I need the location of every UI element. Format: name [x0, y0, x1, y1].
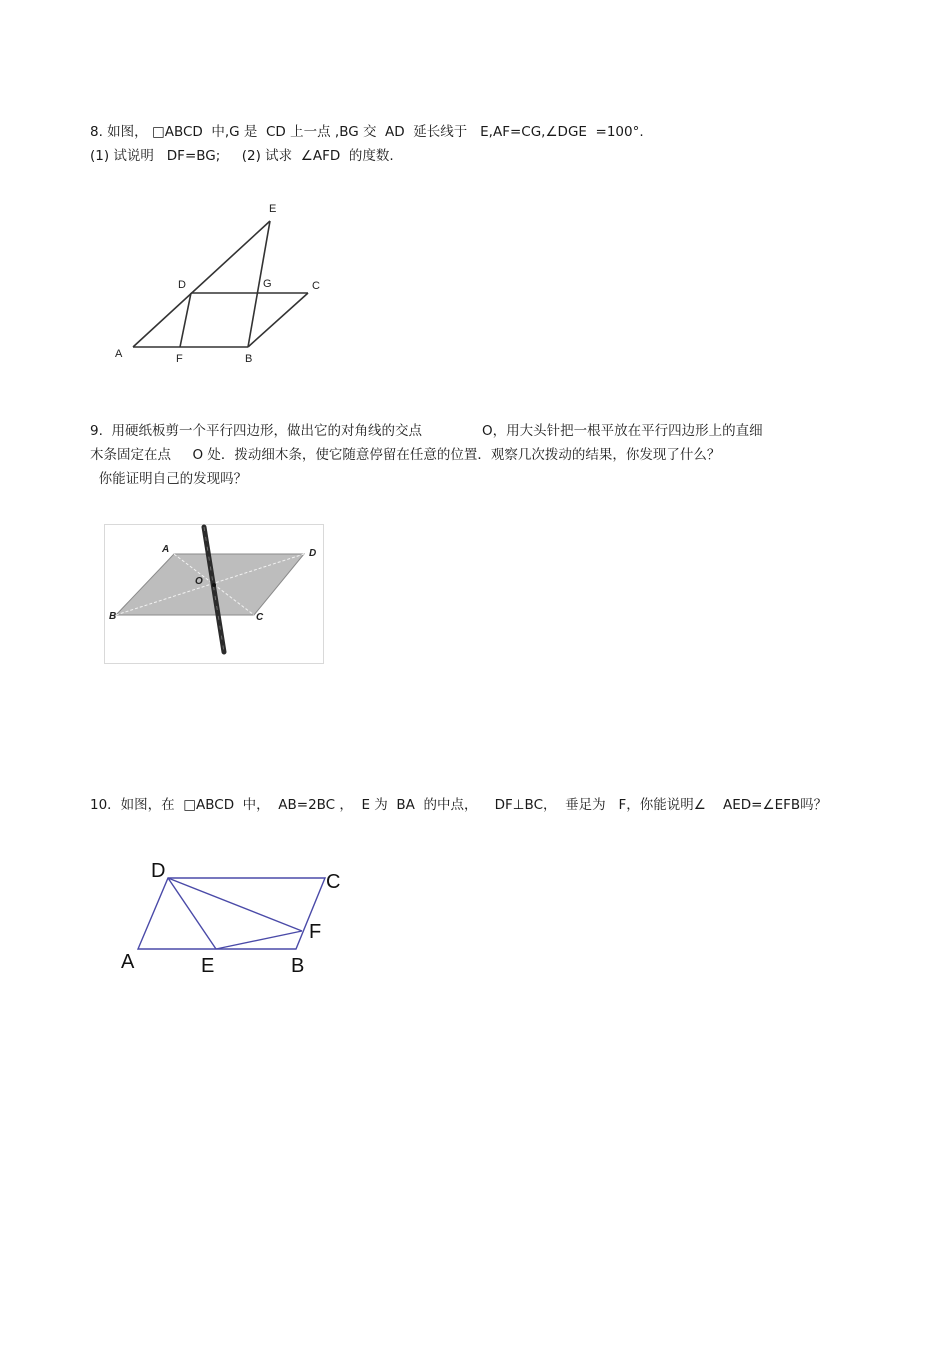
q8-segment-bc	[248, 293, 308, 347]
q10-label-e: E	[201, 955, 215, 977]
q9-label-b: B	[109, 611, 117, 622]
q9-label-a: A	[162, 544, 170, 555]
q10-figure	[115, 855, 355, 985]
q8-label-c: C	[312, 280, 320, 292]
q9-pin	[212, 583, 216, 587]
q8-text-line1: 8. 如图， □ABCD 中,G 是 CD 上一点 ,BG 交 AD 延长线于 E,AF=CG,∠DGE =100°.	[90, 124, 644, 140]
q8-label-b: B	[245, 353, 253, 365]
q9-label-c: C	[256, 612, 264, 623]
q10-parallelogram	[138, 878, 325, 949]
q9-text-line2: 木条固定在点 O 处．拨动细木条，使它随意停留在任意的位置．观察几次拨动的结果，你发现了什么？	[90, 447, 721, 463]
q10-segment-ef	[216, 931, 302, 949]
q9-label-d: D	[309, 548, 317, 559]
q10-segment-df	[168, 878, 302, 931]
q8-label-a: A	[115, 348, 123, 360]
q8-segment-ae	[133, 221, 270, 347]
q10-label-c: C	[326, 871, 341, 893]
q9-label-o: O	[195, 576, 203, 587]
q8-figure	[100, 195, 340, 375]
q10-label-d: D	[151, 860, 166, 882]
q8-label-g: G	[263, 278, 272, 290]
q9-figure	[104, 524, 325, 664]
q10-text-line1: 10．如图，在 □ABCD 中， AB=2BC ， E 为 BA 的中点， DF⊥BC， 垂足为 F，你能说明∠ AED=∠EFB吗？	[90, 797, 828, 813]
q8-label-d: D	[178, 279, 186, 291]
q8-segment-df	[180, 293, 191, 347]
q8-label-f: F	[176, 353, 183, 365]
q8-text-line2: (1) 试说明 DF=BG; (2) 试求 ∠AFD 的度数.	[90, 148, 394, 164]
q10-label-a: A	[121, 951, 135, 973]
q10-label-b: B	[291, 955, 305, 977]
q9-text-line1: 9. 用硬纸板剪一个平行四边形，做出它的对角线的交点 O，用大头针把一根平放在平行四边形上的直细	[90, 423, 763, 439]
q10-label-f: F	[309, 921, 322, 943]
q9-text-line3: 你能证明自己的发现吗？	[90, 471, 248, 487]
q10-segment-de	[168, 878, 216, 949]
q8-label-e: E	[269, 203, 277, 215]
